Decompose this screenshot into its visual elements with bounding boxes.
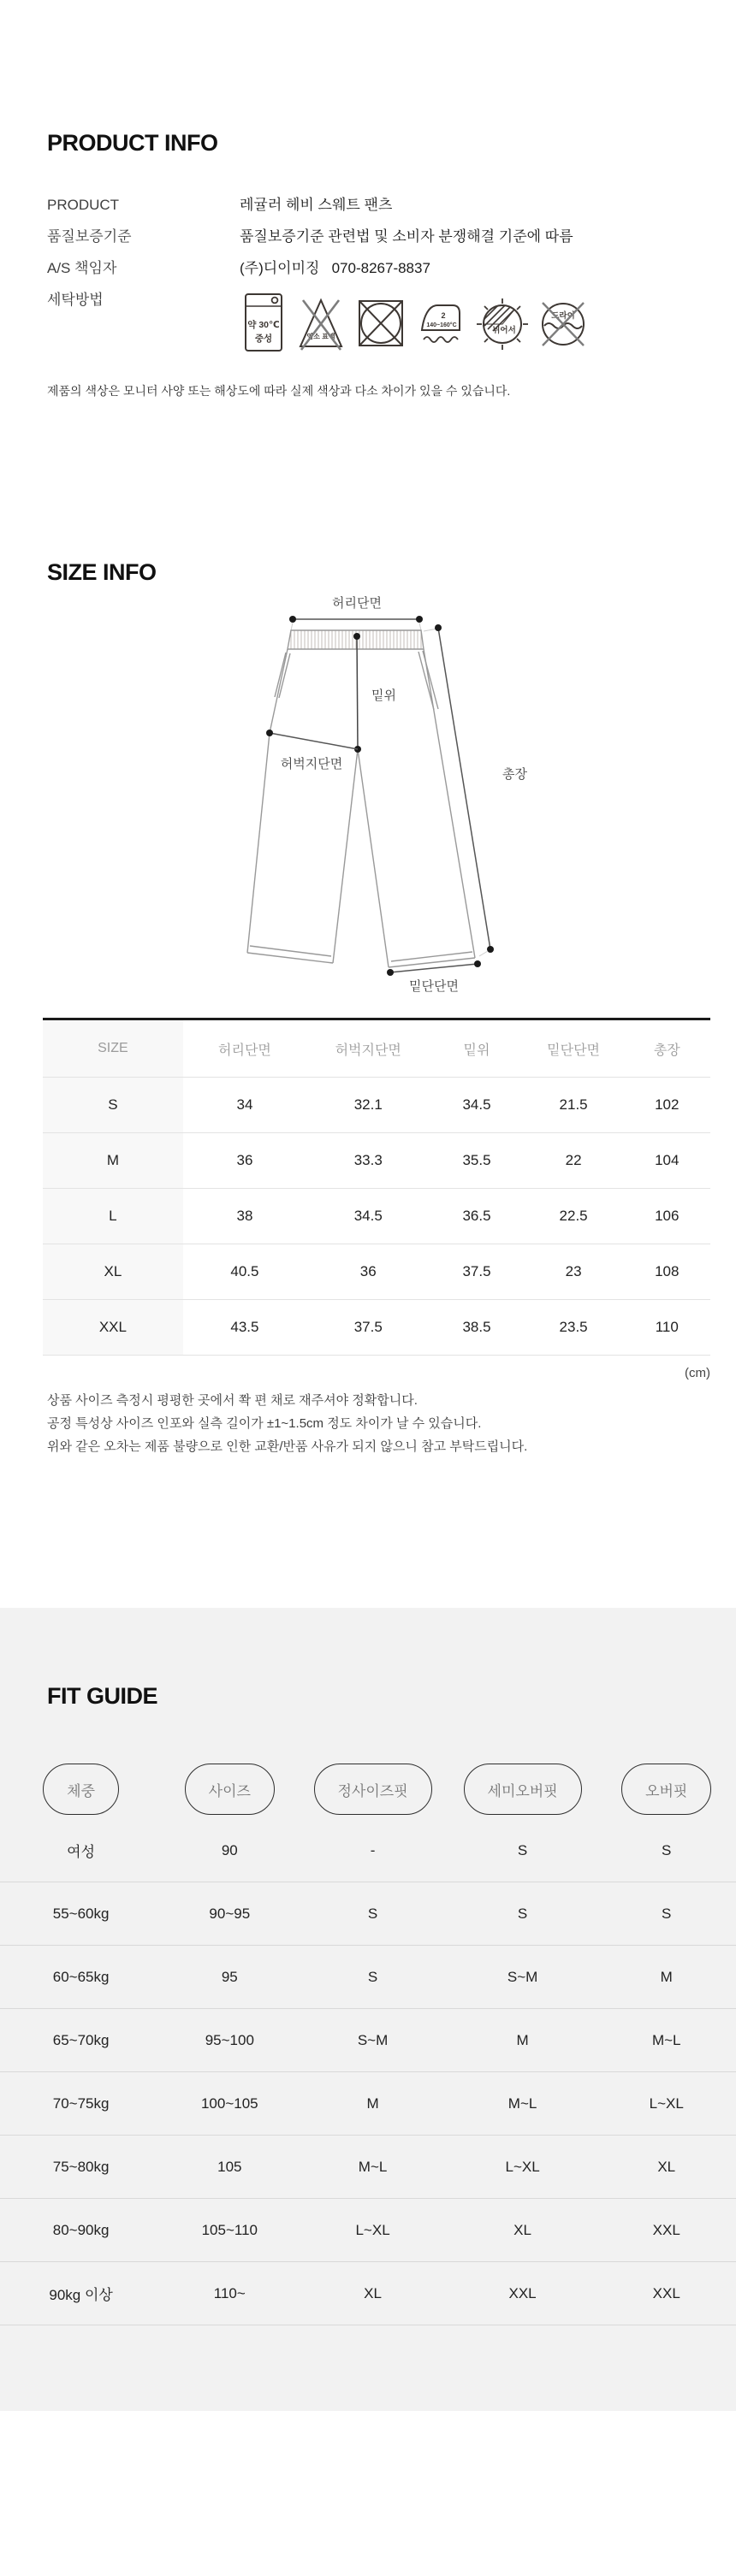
fit-cell: L~XL <box>297 2199 448 2262</box>
fit-cell: XL <box>448 2199 597 2262</box>
size-table-row <box>43 1078 710 1133</box>
fit-guide-section <box>0 1608 736 2411</box>
fit-guide-title: FIT GUIDE <box>47 1683 157 1709</box>
fit-table-body <box>0 1819 736 2325</box>
size-table-body <box>43 1078 710 1356</box>
size-cell: 36 <box>183 1133 306 1189</box>
fit-cell: 110~ <box>162 2262 297 2325</box>
size-extras <box>43 1366 710 1458</box>
size-cell: 43.5 <box>183 1300 306 1356</box>
info-value: (주)디이미징 070-8267-8837 <box>240 260 430 276</box>
info-label: A/S 책임자 <box>47 260 117 276</box>
size-table-row <box>43 1244 710 1300</box>
size-cell: 33.3 <box>306 1133 430 1189</box>
svg-text:2: 2 <box>441 311 446 320</box>
fit-cell: 95~100 <box>162 2009 297 2072</box>
size-note: 공정 특성상 사이즈 인포와 실측 길이가 ±1~1.5cm 정도 차이가 날 수 있습니다. <box>47 1416 482 1431</box>
fit-cell: XL <box>297 2262 448 2325</box>
fit-cell: M~L <box>448 2072 597 2136</box>
fit-cell: L~XL <box>448 2136 597 2199</box>
size-cell-size: L <box>43 1189 183 1244</box>
fit-cell: XXL <box>448 2262 597 2325</box>
size-cell: 102 <box>624 1078 710 1133</box>
no-tumble-dry-icon <box>354 290 407 357</box>
diagram-label-waist: 허리단면 <box>332 596 382 611</box>
laundry-icons <box>240 290 588 357</box>
bottom-spacer <box>0 2411 736 2576</box>
pill-regular-fit: 정사이즈핏 <box>314 1764 432 1815</box>
info-row-care <box>47 290 689 357</box>
fit-cell: 90 <box>162 1819 297 1882</box>
fit-cell: 90~95 <box>162 1882 297 1946</box>
fit-cell-weight: 60~65kg <box>0 1946 162 2009</box>
size-cell: 38.5 <box>430 1300 523 1356</box>
size-cell: 36.5 <box>430 1189 523 1244</box>
fit-cell: L~XL <box>597 2072 736 2136</box>
pill-slot <box>162 1764 297 1815</box>
size-cell: 40.5 <box>183 1244 306 1300</box>
size-header-hem: 밑단단면 <box>524 1019 624 1078</box>
fit-table-row <box>0 2009 736 2072</box>
diagram-label-thigh: 허벅지단면 <box>280 757 343 771</box>
fit-cell: S <box>597 1882 736 1946</box>
fit-table <box>0 1819 736 2325</box>
size-header-length: 총장 <box>624 1019 710 1078</box>
fit-cell: M <box>448 2009 597 2072</box>
fit-guide-headers <box>0 1764 736 1815</box>
size-table-header-row <box>43 1019 710 1078</box>
size-cell: 23.5 <box>524 1300 624 1356</box>
product-info-section <box>0 0 736 399</box>
fit-cell: S~M <box>448 1946 597 2009</box>
size-header-size: SIZE <box>43 1019 183 1078</box>
fit-cell: S <box>297 1882 448 1946</box>
pill-size: 사이즈 <box>185 1764 275 1815</box>
fit-cell-weight: 70~75kg <box>0 2072 162 2136</box>
info-label: 품질보증기준 <box>47 228 132 245</box>
machine-wash-30-icon <box>240 290 288 357</box>
diagram-label-length: 총장 <box>502 767 527 782</box>
size-cell: 34.5 <box>306 1189 430 1244</box>
product-info-table <box>47 195 689 357</box>
size-header-waist: 허리단면 <box>183 1019 306 1078</box>
fit-cell: - <box>297 1819 448 1882</box>
info-row-as <box>47 258 689 279</box>
svg-text:염소 표백: 염소 표백 <box>306 333 335 340</box>
info-row-warranty <box>47 227 689 247</box>
size-header-thigh: 허벅지단면 <box>306 1019 430 1078</box>
fit-cell-weight: 65~70kg <box>0 2009 162 2072</box>
info-row-product <box>47 195 689 216</box>
svg-text:약 30℃: 약 30℃ <box>247 320 280 330</box>
size-cell: 106 <box>624 1189 710 1244</box>
pill-slot <box>0 1764 162 1815</box>
size-cell: 37.5 <box>430 1244 523 1300</box>
svg-text:140~160°C: 140~160°C <box>426 322 457 328</box>
pill-slot <box>597 1764 736 1815</box>
size-cell: 21.5 <box>524 1078 624 1133</box>
fit-cell: XL <box>597 2136 736 2199</box>
fit-table-row <box>0 2262 736 2325</box>
fit-cell-weight: 55~60kg <box>0 1882 162 1946</box>
fit-table-row <box>0 2199 736 2262</box>
pill-slot <box>297 1764 448 1815</box>
diagram-label-rise: 밑위 <box>371 688 396 703</box>
pants-diagram <box>128 590 608 992</box>
size-cell: 36 <box>306 1244 430 1300</box>
size-cell: 37.5 <box>306 1300 430 1356</box>
fit-cell-weight: 75~80kg <box>0 2136 162 2199</box>
iron-medium-icon <box>417 290 466 357</box>
fit-cell: S <box>297 1946 448 2009</box>
info-value: 레귤러 헤비 스웨트 팬츠 <box>240 197 393 213</box>
fit-table-row <box>0 1819 736 1882</box>
size-cell-size: XL <box>43 1244 183 1300</box>
size-cell-size: M <box>43 1133 183 1189</box>
pill-slot <box>448 1764 597 1815</box>
pill-weight: 체중 <box>43 1764 119 1815</box>
size-header-rise: 밑위 <box>430 1019 523 1078</box>
size-table-row <box>43 1300 710 1356</box>
fit-cell-weight: 여성 <box>0 1819 162 1882</box>
size-note: 위와 같은 오차는 제품 불량으로 인한 교환/반품 사유가 되지 않으니 참고 부탁드립니다. <box>47 1439 528 1454</box>
size-cell-size: XXL <box>43 1300 183 1356</box>
size-info-section <box>0 558 736 1458</box>
size-cell: 22.5 <box>524 1189 624 1244</box>
svg-text:드라이: 드라이 <box>551 311 575 321</box>
size-cell: 108 <box>624 1244 710 1300</box>
fit-cell: 105~110 <box>162 2199 297 2262</box>
pill-semi-over-fit: 세미오버핏 <box>464 1764 582 1815</box>
size-table <box>43 1018 710 1356</box>
no-chlorine-bleach-icon <box>297 290 345 357</box>
info-label: PRODUCT <box>47 197 120 213</box>
size-cell: 38 <box>183 1189 306 1244</box>
size-cell: 34 <box>183 1078 306 1133</box>
dry-flat-in-shade-icon <box>476 290 529 357</box>
fit-cell: M <box>297 2072 448 2136</box>
fit-cell: 100~105 <box>162 2072 297 2136</box>
fit-cell: 105 <box>162 2136 297 2199</box>
fit-cell: XXL <box>597 2199 736 2262</box>
pill-over-fit: 오버핏 <box>621 1764 711 1815</box>
size-notes <box>47 1389 710 1458</box>
svg-text:뉘어서: 뉘어서 <box>492 326 516 335</box>
fit-table-row <box>0 2136 736 2199</box>
size-cell: 22 <box>524 1133 624 1189</box>
fit-cell: S <box>597 1819 736 1882</box>
size-info-title: SIZE INFO <box>47 559 157 585</box>
size-cell: 23 <box>524 1244 624 1300</box>
fit-cell-weight: 80~90kg <box>0 2199 162 2262</box>
fit-cell: M~L <box>597 2009 736 2072</box>
size-cell: 34.5 <box>430 1078 523 1133</box>
fit-table-row <box>0 1882 736 1946</box>
size-cell: 32.1 <box>306 1078 430 1133</box>
color-difference-notice: 제품의 색상은 모니터 사양 또는 해상도에 따라 실제 색상과 다소 차이가 있을 수 있습니다. <box>47 384 511 398</box>
fit-cell: XXL <box>597 2262 736 2325</box>
size-cell: 35.5 <box>430 1133 523 1189</box>
info-value: 품질보증기준 관련법 및 소비자 분쟁해결 기준에 따름 <box>240 228 573 245</box>
size-cell: 104 <box>624 1133 710 1189</box>
unit-label: (cm) <box>685 1366 710 1380</box>
fit-table-row <box>0 2072 736 2136</box>
no-dry-clean-icon <box>538 290 588 357</box>
product-info-title: PRODUCT INFO <box>47 130 218 156</box>
size-table-row <box>43 1133 710 1189</box>
fit-cell: S <box>448 1819 597 1882</box>
fit-cell-weight: 90kg 이상 <box>0 2262 162 2325</box>
size-cell: 110 <box>624 1300 710 1356</box>
fit-cell: S <box>448 1882 597 1946</box>
size-cell-size: S <box>43 1078 183 1133</box>
size-table-row <box>43 1189 710 1244</box>
fit-cell: 95 <box>162 1946 297 2009</box>
size-note: 상품 사이즈 측정시 평평한 곳에서 쫙 편 채로 재주셔야 정확합니다. <box>47 1393 418 1408</box>
fit-cell: M~L <box>297 2136 448 2199</box>
diagram-label-hem: 밑단단면 <box>409 979 459 992</box>
fit-table-row <box>0 1946 736 2009</box>
fit-cell: M <box>597 1946 736 2009</box>
fit-cell: S~M <box>297 2009 448 2072</box>
info-label: 세탁방법 <box>47 292 104 308</box>
svg-text:중성: 중성 <box>254 334 273 344</box>
